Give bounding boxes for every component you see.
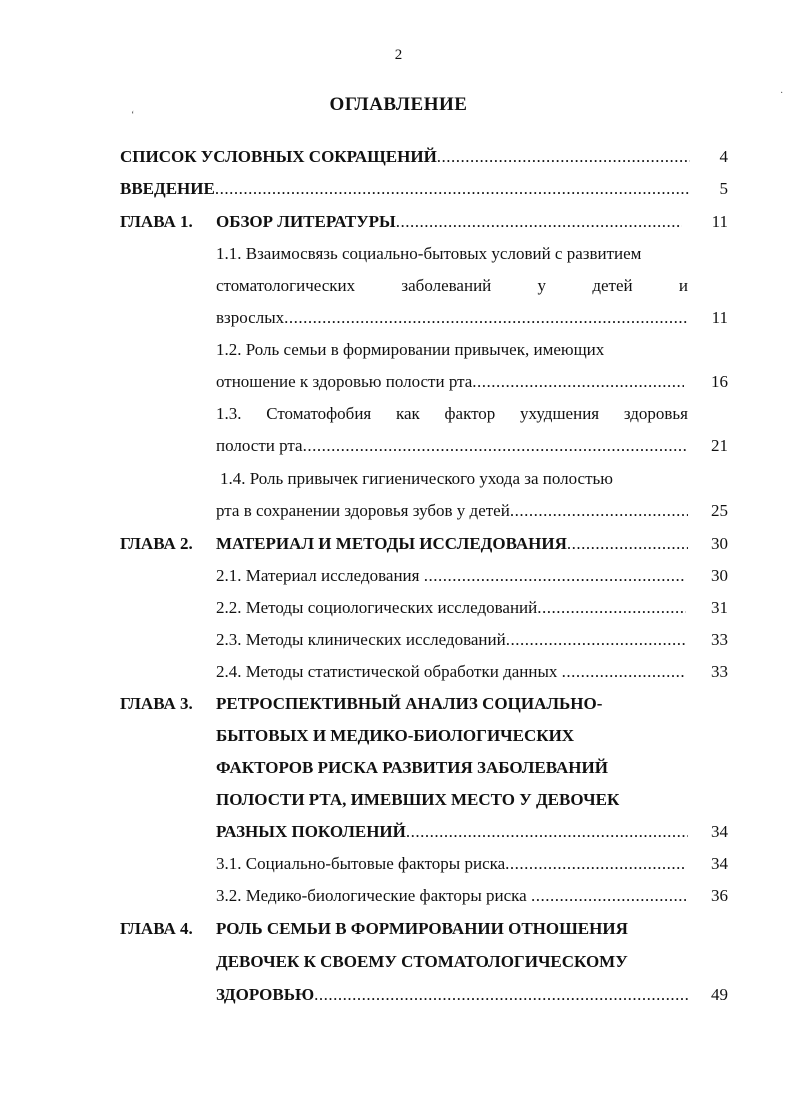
toc-page-number: 34 — [711, 854, 728, 873]
section-text-line: 3.2. Медико-биологические факторы риска ..... — [216, 882, 686, 910]
toc-section-1-2[interactable] — [0, 336, 797, 364]
toc-page-number: 11 — [711, 212, 728, 231]
toc-page-number: 25 — [711, 501, 728, 520]
section-text-line: 1.1. Взаимосвязь социально-бытовых условий с развитием — [216, 244, 642, 263]
toc-entry-text: ВВЕДЕНИЕ ..... — [120, 175, 690, 203]
toc-chapter-1[interactable] — [0, 208, 797, 236]
toc-chapter-3-line4 — [0, 786, 797, 814]
toc-chapter-2[interactable] — [0, 530, 797, 558]
toc-section-1-4[interactable] — [0, 465, 797, 493]
toc-section-2-1[interactable] — [0, 562, 797, 590]
toc-chapter-3-line2 — [0, 722, 797, 750]
toc-section-3-2[interactable] — [0, 882, 797, 910]
toc-section-3-1[interactable] — [0, 850, 797, 878]
chapter-title: ОБЗОР ЛИТЕРАТУРЫ ..... — [216, 208, 682, 236]
toc-page-number: 34 — [711, 822, 728, 841]
chapter-title-line: БЫТОВЫХ И МЕДИКО-БИОЛОГИЧЕСКИХ — [216, 726, 575, 745]
page-number: 2 — [394, 47, 403, 63]
toc-entry-text: СПИСОК УСЛОВНЫХ СОКРАЩЕНИЙ ..... — [120, 143, 690, 171]
toc-section-1-2-line2 — [0, 368, 797, 396]
toc-page-number: 5 — [719, 179, 728, 198]
toc-page-number: 30 — [711, 534, 728, 553]
chapter-title-line: ДЕВОЧЕК К СВОЕМУ СТОМАТОЛОГИЧЕСКОМУ — [216, 952, 628, 971]
chapter-title: МАТЕРИАЛ И МЕТОДЫ ИССЛЕДОВАНИЯ ..... — [216, 530, 688, 558]
section-text-line: полости рта ..... — [216, 432, 688, 460]
chapter-label: ГЛАВА 2. — [120, 534, 193, 553]
toc-chapter-3-line3 — [0, 754, 797, 782]
section-text-line: 2.3. Методы клинических исследований ..... — [216, 626, 686, 654]
toc-chapter-4[interactable] — [0, 915, 797, 943]
toc-page-number: 4 — [719, 147, 728, 166]
toc-entry-introduction[interactable] — [0, 175, 797, 203]
page-title: ОГЛАВЛЕНИЕ — [329, 94, 468, 115]
toc-section-1-3-line2 — [0, 432, 797, 460]
chapter-title-line: РОЛЬ СЕМЬИ В ФОРМИРОВАНИИ ОТНОШЕНИЯ — [216, 919, 628, 938]
toc-section-2-2[interactable] — [0, 594, 797, 622]
toc-page-number: 36 — [711, 886, 728, 905]
toc-page-number: 33 — [711, 662, 728, 681]
toc-page-number: 49 — [711, 985, 728, 1004]
chapter-title-line: ЗДОРОВЬЮ ..... — [216, 981, 688, 1009]
chapter-label: ГЛАВА 1. — [120, 212, 193, 231]
section-text-line: стоматологических заболеваний у детей и — [216, 276, 688, 295]
chapter-label: ГЛАВА 4. — [120, 919, 193, 938]
section-text-line: 2.4. Методы статистической обработки данных ..... — [216, 658, 686, 686]
chapter-label: ГЛАВА 3. — [120, 694, 193, 713]
toc-chapter-4-line3 — [0, 981, 797, 1009]
chapter-title-line: РАЗНЫХ ПОКОЛЕНИЙ ..... — [216, 818, 688, 846]
toc-page-number: 31 — [711, 598, 728, 617]
section-text-line: 2.2. Методы социологических исследований ..... — [216, 594, 686, 622]
toc-chapter-3[interactable] — [0, 690, 797, 718]
toc-page-number: 11 — [711, 308, 728, 327]
scan-mark: · — [780, 88, 784, 99]
toc-section-1-3[interactable] — [0, 400, 797, 428]
toc-page-number: 21 — [711, 436, 728, 455]
section-text-line: отношение к здоровью полости рта ..... — [216, 368, 684, 396]
chapter-title-line: ПОЛОСТИ РТА, ИМЕВШИХ МЕСТО У ДЕВОЧЕК — [216, 790, 620, 809]
toc-section-1-1-line3 — [0, 304, 797, 332]
toc-section-2-3[interactable] — [0, 626, 797, 654]
toc-section-1-1-line2 — [0, 272, 797, 300]
section-text-line: 2.1. Материал исследования ..... — [216, 562, 686, 590]
chapter-title-line: ФАКТОРОВ РИСКА РАЗВИТИЯ ЗАБОЛЕВАНИЙ — [216, 758, 608, 777]
toc-section-1-4-line2 — [0, 497, 797, 525]
toc-chapter-4-line2 — [0, 948, 797, 976]
section-text-line: 1.2. Роль семьи в формировании привычек, имеющих — [216, 340, 605, 359]
scan-mark: ‘ — [131, 110, 135, 121]
section-text-line: 3.1. Социально-бытовые факторы риска ..... — [216, 850, 686, 878]
toc-entry-abbreviations[interactable] — [0, 143, 797, 171]
toc-chapter-3-line5 — [0, 818, 797, 846]
section-text-line: 1.3. Стоматофобия как фактор ухудшения здоровья — [216, 404, 688, 423]
toc-page-number: 33 — [711, 630, 728, 649]
section-text-line: взрослых ..... — [216, 304, 688, 332]
toc-page-number: 16 — [711, 372, 728, 391]
toc-page-number: 30 — [711, 566, 728, 585]
toc-section-1-1[interactable] — [0, 240, 797, 268]
section-text-line: рта в сохранении здоровья зубов у детей ..... — [216, 497, 688, 525]
toc-section-2-4[interactable] — [0, 658, 797, 686]
chapter-title-line: РЕТРОСПЕКТИВНЫЙ АНАЛИЗ СОЦИАЛЬНО- — [216, 694, 603, 713]
section-text-line: 1.4. Роль привычек гигиенического ухода за полостью — [220, 469, 613, 488]
